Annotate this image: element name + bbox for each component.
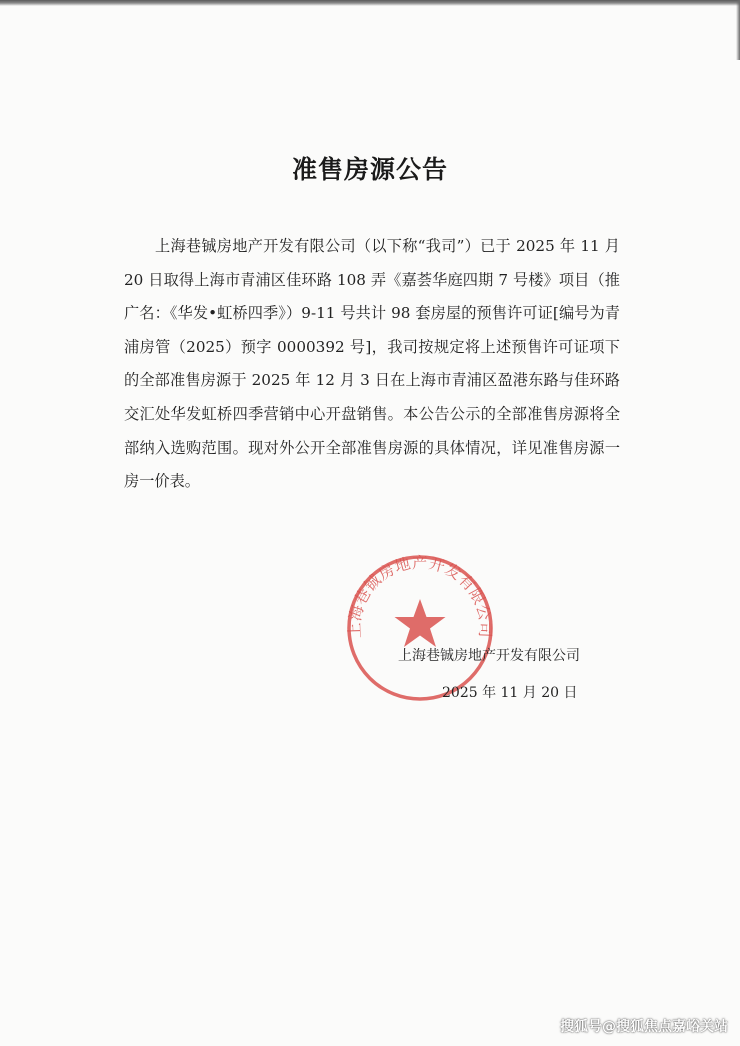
scan-edge-shadow — [0, 0, 740, 6]
source-watermark: 搜狐号@搜狐焦点嘉峪关站 — [560, 1019, 728, 1035]
seal-star — [395, 599, 446, 647]
signing-date: 2025 年 11 月 20 日 — [442, 685, 578, 701]
company-seal — [345, 553, 495, 703]
signer-company: 上海巷铖房地产开发有限公司 — [398, 648, 580, 664]
seal-text: 上海巷铖房地产开发有限公司 — [345, 553, 495, 639]
scan-edge-shadow-right — [736, 0, 740, 60]
document-title: 准售房源公告 — [291, 155, 448, 184]
announcement-body: 上海巷铖房地产开发有限公司（以下称“我司”）已于 2025 年 11 月 20 日取得上海市青浦区佳环路 108 弄《嘉荟华庭四期 7 号楼》项目（推广名：《华发•虹桥四季》）9-11 号共计 98 套房屋的预售许可证[编号为青浦房管（2025）预字 0000392 号]，我司按规定将上述预售许可证项下的全部准售房源于 2025 年 12 月 3 日在上海市青浦区盈港东路与佳环路交汇处华发虹桥四季营销中心开盘销售。本公告公示的全部准售房源将全部纳入选购范围。现对外公开全部准售房源的具体情况，详见准售房源一房一价表。 — [124, 237, 620, 491]
